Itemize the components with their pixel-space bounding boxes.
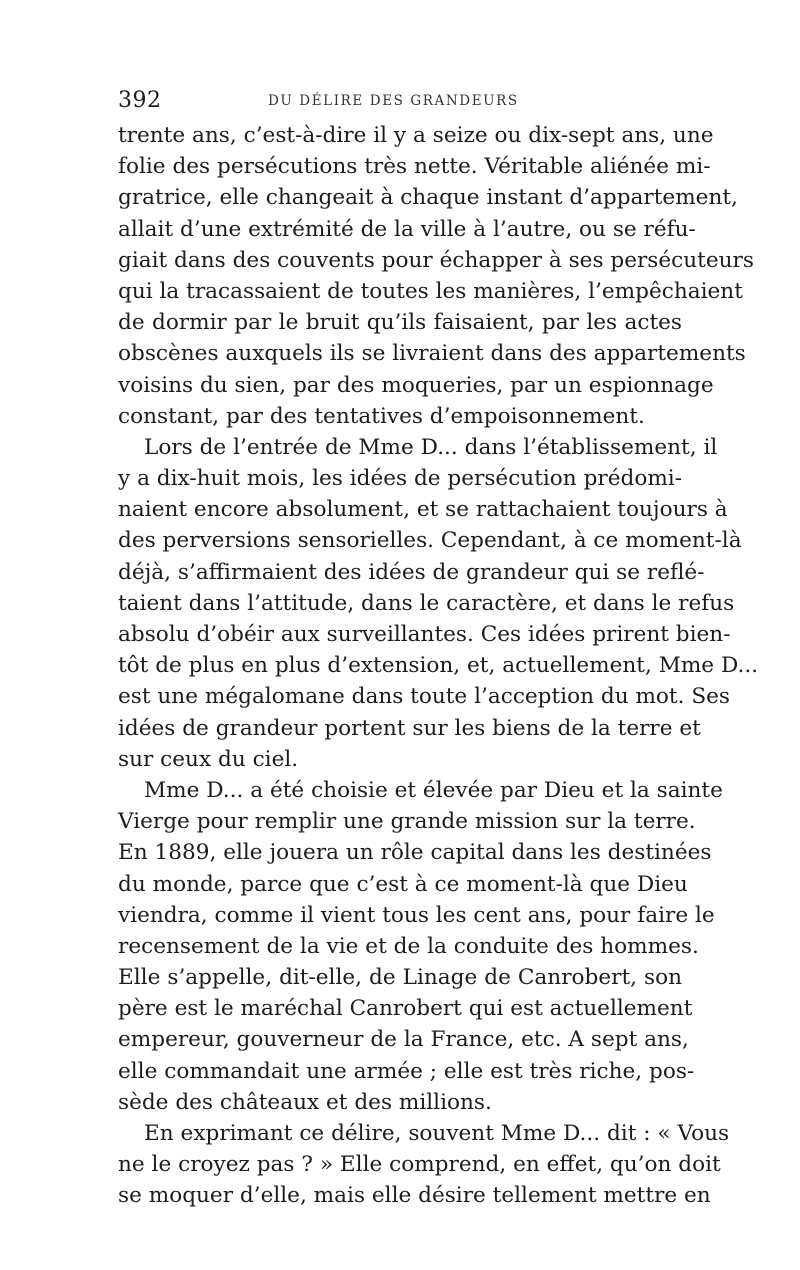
- text-line: absolu d’obéir aux surveillantes. Ces idées prirent bien-: [118, 622, 731, 647]
- text-line: déjà, s’affirmaient des idées de grandeur qui se reflé-: [118, 559, 705, 585]
- text-line: gratrice, elle changeait à chaque instant d’appartement,: [118, 185, 738, 211]
- text-line: constant, par des tentatives d’empoisonnement.: [118, 403, 645, 429]
- text-line: taient dans l’attitude, dans le caractère, et dans le refus: [118, 590, 735, 616]
- running-head: DU DÉLIRE DES GRANDEURS: [268, 93, 519, 109]
- text-line: obscènes auxquels ils se livraient dans des appartements: [118, 341, 746, 367]
- text-line: Mme D... a été choisie et élevée par Dieu et la sainte: [144, 777, 723, 803]
- text-line: sède des châteaux et des millions.: [118, 1089, 492, 1115]
- text-line: naient encore absolument, et se rattachaient toujours à: [118, 497, 728, 523]
- text-line: de dormir par le bruit qu’ils faisaient, par les actes: [118, 310, 682, 336]
- text-line: En 1889, elle jouera un rôle capital dans les destinées: [118, 840, 712, 866]
- text-line: elle commandait une armée ; elle est très riche, pos-: [118, 1058, 695, 1084]
- text-line: qui la tracassaient de toutes les manières, l’empêchaient: [118, 278, 743, 304]
- text-line: des perversions sensorielles. Cependant, à ce moment-là: [118, 528, 742, 554]
- page-number: 392: [118, 88, 162, 113]
- text-line: giait dans des couvents pour échapper à ses persécuteurs: [118, 247, 754, 273]
- text-line: viendra, comme il vient tous les cent ans, pour faire le: [118, 902, 715, 928]
- body-text: [118, 120, 759, 1212]
- text-line: Elle s’appelle, dit-elle, de Linage de Canrobert, son: [118, 965, 682, 991]
- text-line: y a dix-huit mois, les idées de persécution prédomi-: [118, 466, 682, 492]
- text-line: se moquer d’elle, mais elle désire tellement mettre en: [118, 1183, 711, 1209]
- text-line: En exprimant ce délire, souvent Mme D... dit : « Vous: [144, 1121, 730, 1146]
- text-line: ne le croyez pas ? » Elle comprend, en effet, qu’on doit: [118, 1152, 721, 1178]
- text-line: trente ans, c’est-à-dire il y a seize ou dix-sept ans, une: [118, 123, 714, 148]
- book-page: [118, 88, 759, 1212]
- text-line: Lors de l’entrée de Mme D... dans l’établissement, il: [144, 434, 718, 460]
- text-line: tôt de plus en plus d’extension, et, actuellement, Mme D...: [118, 653, 759, 679]
- text-line: père est le maréchal Canrobert qui est actuellement: [118, 996, 693, 1022]
- text-line: est une mégalomane dans toute l’acception du mot. Ses: [118, 684, 730, 710]
- text-line: allait d’une extrémité de la ville à l’autre, ou se réfu-: [118, 216, 696, 242]
- text-line: du monde, parce que c’est à ce moment-là que Dieu: [118, 871, 688, 897]
- text-line: empereur, gouverneur de la France, etc. A sept ans,: [118, 1027, 689, 1053]
- text-line: sur ceux du ciel.: [118, 746, 299, 772]
- text-line: recensement de la vie et de la conduite des hommes.: [118, 933, 699, 959]
- text-line: idées de grandeur portent sur les biens de la terre et: [118, 715, 701, 741]
- text-line: folie des persécutions très nette. Véritable aliénée mi-: [118, 154, 711, 180]
- text-line: Vierge pour remplir une grande mission sur la terre.: [118, 809, 696, 835]
- text-line: voisins du sien, par des moqueries, par un espionnage: [118, 372, 714, 398]
- page-header: [118, 88, 682, 118]
